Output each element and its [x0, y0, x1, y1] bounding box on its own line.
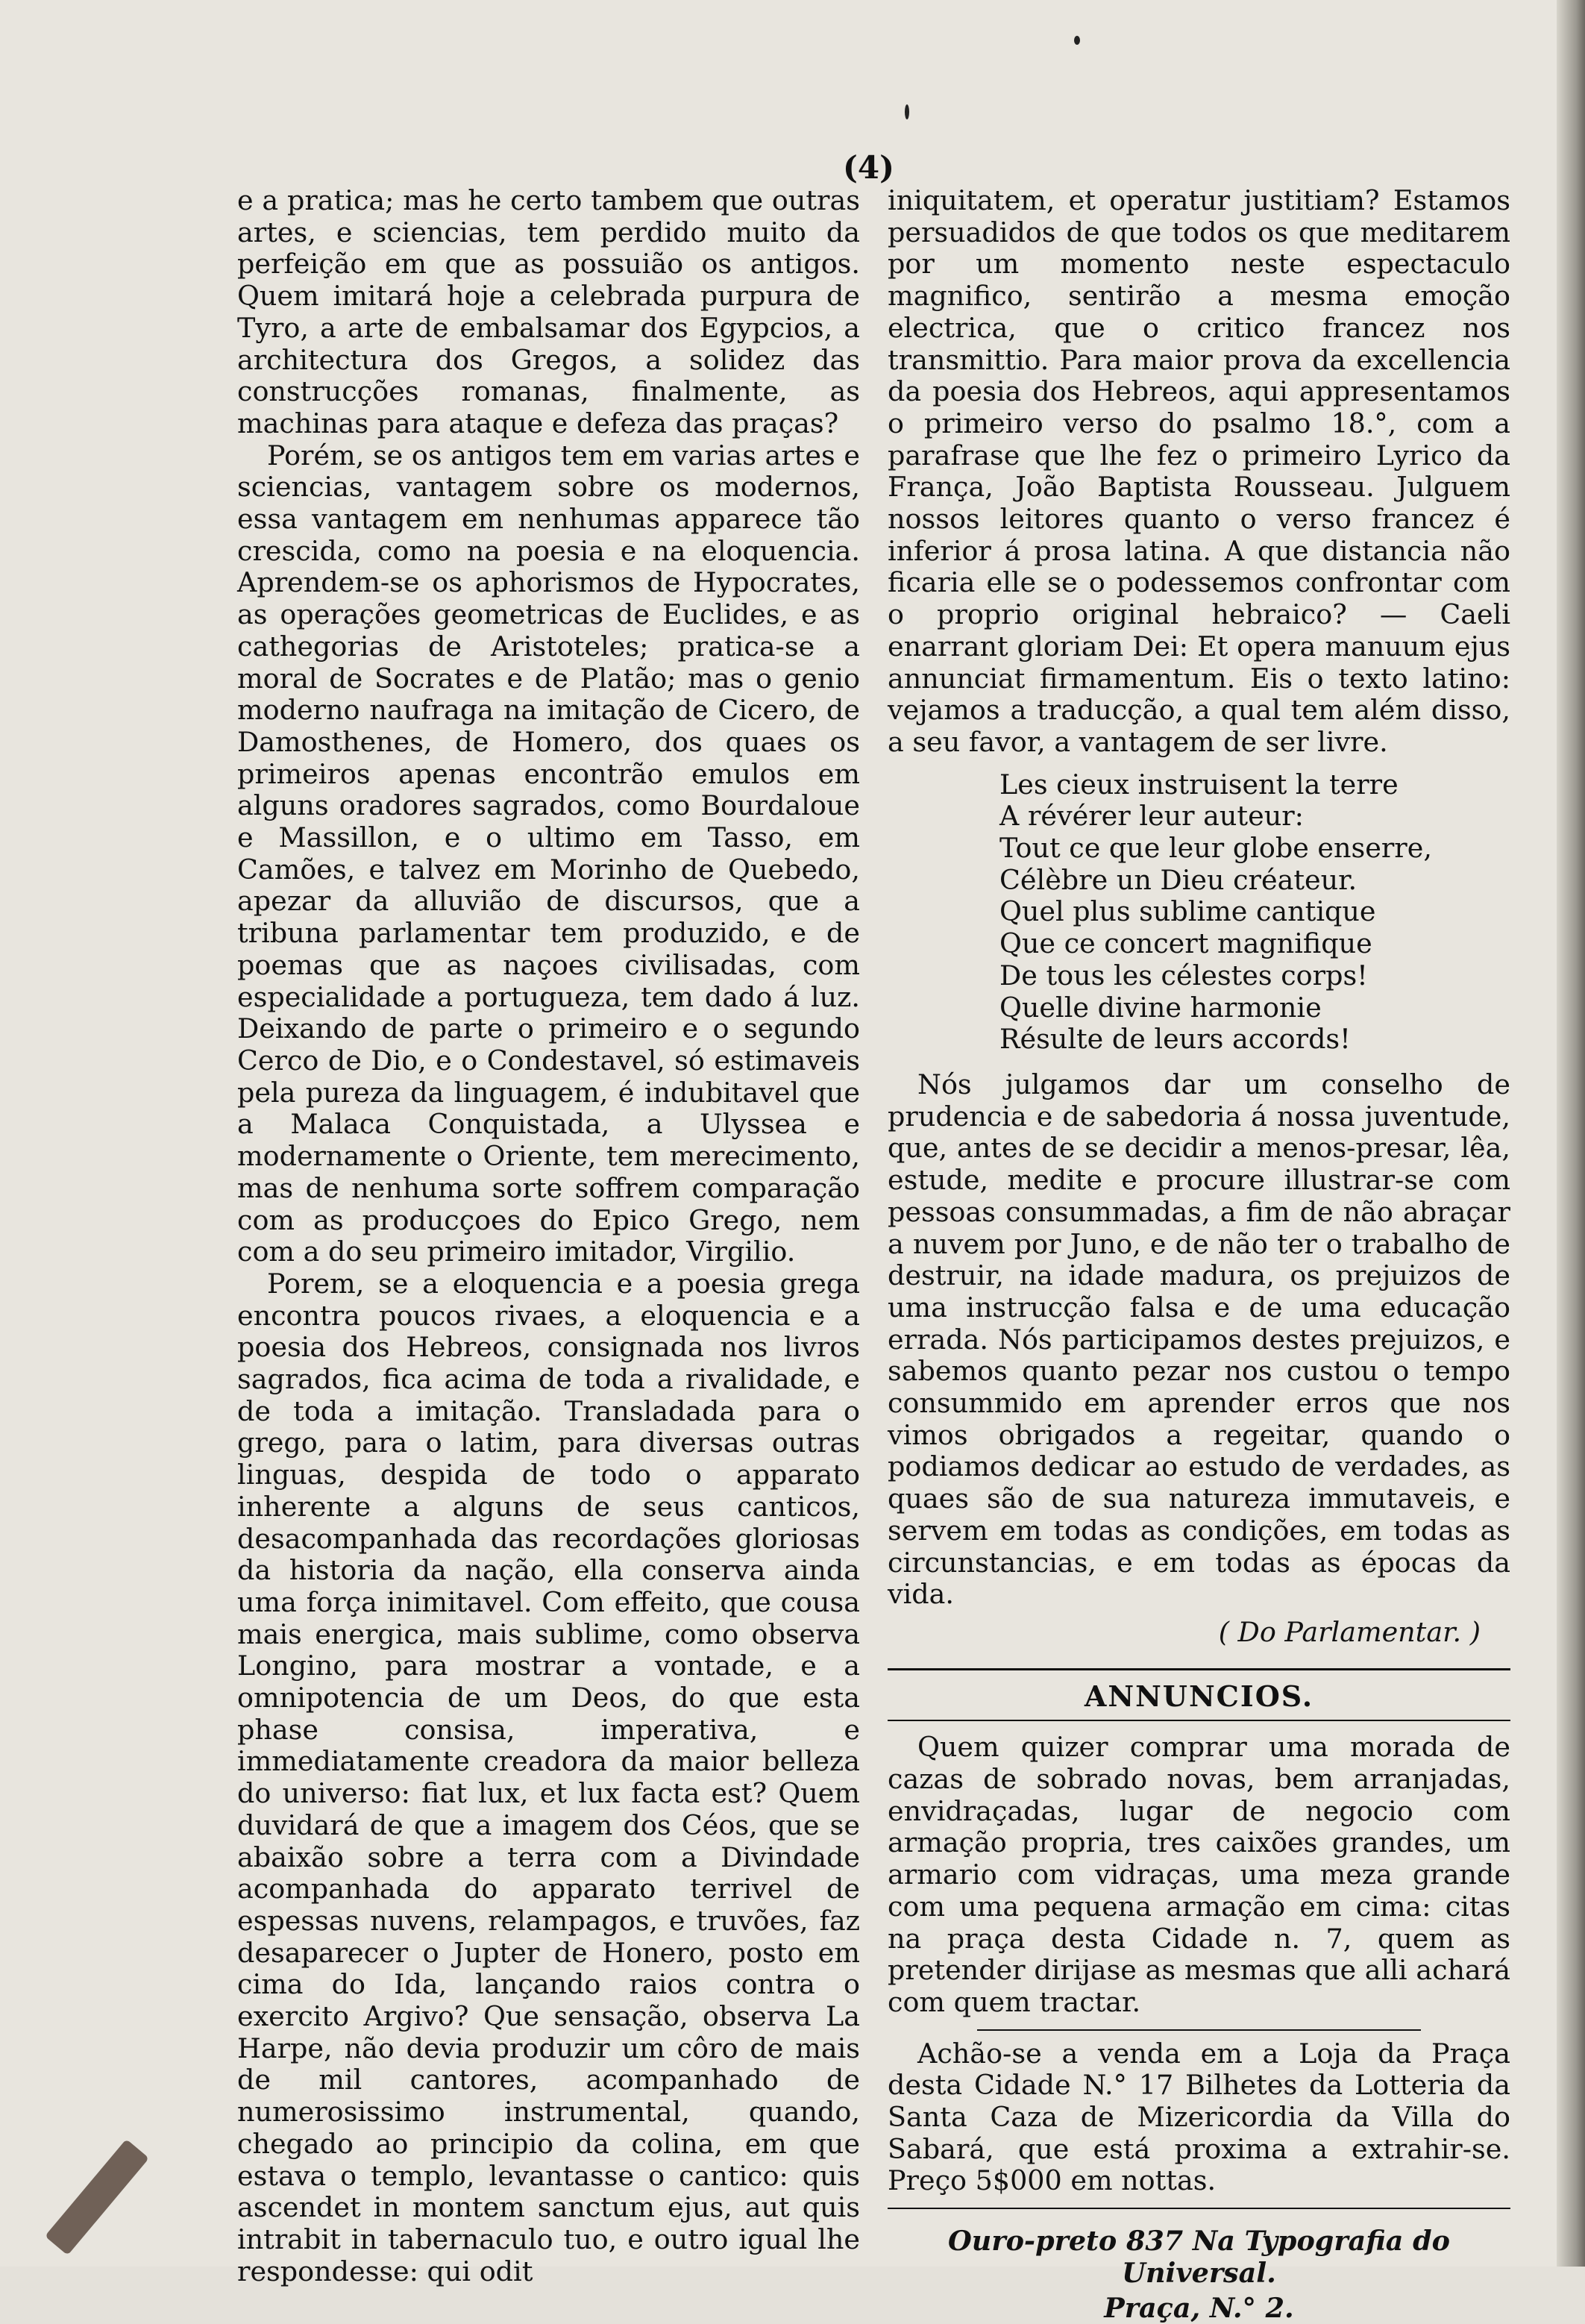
article-paragraph: Porem, se a eloquencia e a poesia grega encontra poucos rivaes, a eloquencia e a poesia dos Hebreos, consignada nos livros sagrados, fica acima de toda a rivalidade, e de toda a imitação. Transladada para o grego, para o latim, para diversas outras linguas, despida de todo o apparato inherente a alguns de seus canticos, desacompanhada das recordações gloriosas da historia da nação, ella conserva ainda uma força inimitavel. Com effeito, que cousa mais energica, mais sublime, como observa Longino, para mostrar a vontade, e a omnipotencia de um Deos, do que esta phase consisa, imperativa, e immediatamente creadora da maior belleza do universo: fiat lux, et lux facta est? Quem duvidará de que a imagem dos Céos, que se abaixão sobre a terra com a Divindade acompanhada do apparato terrivel de espessas nuvens, relampagos, e truvões, faz desaparecer o Jupter de Honero, posto em cima do Ida, lançando raios contra o exercito Argivo? Que sensação, observa La Harpe, não devia produzir um côro de mais de mil cantores, acompanhado de numerosissimo instrumental, quando, chegado ao principio da colina, em que estava o templo, levantasse o cantico: quis ascendet in montem sanctum ejus, aut quis intrabit in tabernaculo tuo, e outro igual lhe respondesse: qui odit — [237, 1267, 860, 2287]
page-edge-shadow — [1557, 0, 1585, 2267]
source-credit: ( Do Parlamentar. ) — [1218, 1615, 1481, 1648]
section-divider — [888, 1720, 1510, 1721]
pen-nib-mark — [45, 2139, 149, 2255]
verse-line: Résulte de leurs accords! — [999, 1023, 1351, 1056]
announcement: Quem quizer comprar uma morada de cazas de sobrado novas, bem arranjadas, envidraçadas, lugar de negocio com armação propria, tres caixões grandes, um armario com vidraças, uma meza grande com uma pequena armação em cima: citas na praça desta Cidade n. 7, quem as pretender dirijase as mesmas que alli achará com quem tractar. — [888, 1731, 1510, 2018]
section-divider — [888, 2208, 1510, 2209]
article-paragraph: e a pratica; mas he certo tambem que outras artes, e sciencias, tem perdido muito da perfeição em que as possuião os antigos. Quem imitará hoje a celebrada purpura de Tyro, a arte de embalsamar dos Egypcios, a architectura dos Gregos, a solidez das construcções romanas, finalmente, as machinas para ataque e defeza das praças? — [237, 184, 860, 439]
verse-line: Que ce concert magnifique — [999, 927, 1372, 960]
page-number: (4) — [843, 149, 894, 186]
article-paragraph: Nós julgamos dar um conselho de prudencia e de sabedoria á nossa juventude, que, antes de se decidir a menos-presar, lêa, estude, medite e procure illustrar-se com pessoas consummadas, a fim de não abraçar a nuvem por Juno, e de não ter o trabalho de destruir, na idade madura, os prejuizos de uma instrucção falsa e de uma educação errada. Nós participamos destes prejuizos, e sabemos quanto pezar nos custou o tempo consummido em aprender erros que nos vimos obrigados a regeitar, quando o podiamos dedicar ao estudo de verdades, as quaes são de sua natureza immutaveis, e servem em todas as condições, em todas as circunstancias, e em todas as épocas da vida. — [888, 1068, 1510, 1611]
section-divider — [888, 1668, 1510, 1670]
announcement-divider — [977, 2029, 1421, 2031]
verse-line: Les cieux instruisent la terre — [999, 768, 1399, 801]
announcement: Achão-se a venda em a Loja da Praça desta Cidade N.° 17 Bilhetes da Lotteria da Santa Caza de Mizericordia da Villa do Sabará, que está proxima a extrahir-se. Preço 5$000 em nottas. — [888, 2037, 1510, 2197]
ink-spot — [905, 104, 909, 119]
verse-line: A révérer leur auteur: — [999, 800, 1304, 833]
article-paragraph: Porém, se os antigos tem em varias artes e sciencias, vantagem sobre os modernos, essa vantagem em nenhumas apparece tão crescida, como na poesia e na eloquencia. Aprendem-se os aphorismos de Hypocrates, as operações geometricas de Euclides, e as cathegorias de Aristoteles; pratica-se a moral de Socrates e de Platão; mas o genio moderno naufraga na imitação de Cicero, de Damosthenes, de Homero, dos quaes os primeiros apenas encontrão emulos em alguns oradores sagrados, como Bourdaloue e Massillon, e o ultimo em Tasso, em Camões, e talvez em Morinho de Quebedo, apezar da alluvião de discursos, que a tribuna parlamentar tem produzido, e de poemas que as naçoes civilisadas, com especialidade a portugueza, tem dado á luz. Deixando de parte o primeiro e o segundo Cerco de Dio, e o Condestavel, só estimaveis pela pureza da linguagem, é indubitavel que a Malaca Conquistada, a Ulyssea e modernamente o Oriente, tem merecimento, mas de nenhuma sorte soffrem comparação com as producçoes do Epico Grego, nem com a do seu primeiro imitador, Virgilio. — [237, 439, 860, 1268]
imprint-line: Ouro-preto 837 Na Typografia do Universal. — [948, 2225, 1450, 2289]
ink-spot — [1074, 36, 1080, 45]
article-paragraph: iniquitatem, et operatur justitiam? Estamos persuadidos de que todos os que meditarem por um momento neste espectaculo magnifico, sentirão a mesma emoção electrica, que o critico francez nos transmittio. Para maior prova da excellencia da poesia dos Hebreos, aqui appresentamos o primeiro verso do psalmo 18.°, com a parafrase que lhe fez o primeiro Lyrico da França, João Baptista Rousseau. Julguem nossos leitores quanto o verso francez é inferior á prosa latina. A que distancia não ficaria elle se o podessemos confrontar com o proprio original hebraico? — Caeli enarrant gloriam Dei: Et opera manuum ejus annunciat firmamentum. Eis o texto latino: vejamos a traducção, a qual tem além disso, a seu favor, a vantagem de ser livre. — [888, 184, 1510, 758]
verse-line: Célèbre un Dieu créateur. — [999, 863, 1358, 896]
announcements-heading: ANNUNCIOS. — [1084, 1679, 1314, 1713]
imprint-line: Praça, N.° 2. — [1104, 2291, 1294, 2324]
verse-line: Quel plus sublime cantique — [999, 895, 1376, 928]
left-column — [237, 185, 860, 2287]
right-column — [888, 185, 1510, 2324]
verse-line: Tout ce que leur globe enserre, — [999, 832, 1432, 865]
verse-line: Quelle divine harmonie — [999, 991, 1322, 1024]
french-verse — [999, 769, 1510, 1056]
verse-line: De tous les célestes corps! — [999, 959, 1368, 992]
